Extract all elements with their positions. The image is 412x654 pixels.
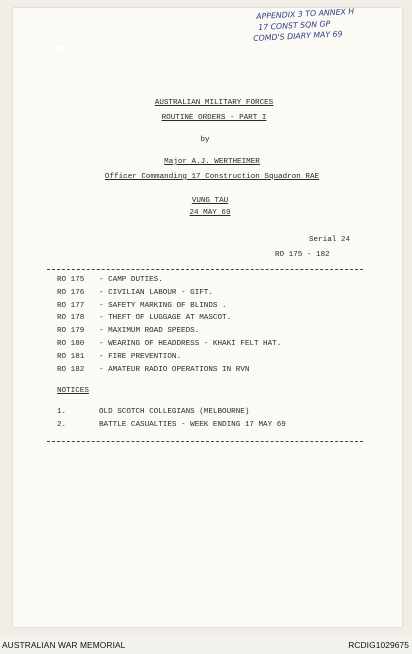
serial-range: RO 175 - 182	[275, 251, 330, 259]
order-text: - AMATEUR RADIO OPERATIONS IN RVN	[99, 365, 250, 374]
officer-name: Major A.J. WERTHEIMER	[164, 158, 260, 166]
order-code: RO 178	[57, 314, 85, 323]
order-code: RO 177	[57, 301, 85, 310]
footer-source: AUSTRALIAN WAR MEMORIAL	[2, 640, 126, 650]
order-code: RO 179	[57, 327, 85, 336]
list-item	[57, 408, 286, 421]
place: VUNG TAU	[191, 197, 229, 205]
notices-heading: NOTICES	[57, 387, 89, 395]
order-text: - THEFT OF LUGGAGE AT MASCOT.	[99, 314, 232, 323]
footer-id: RCDIG1029675	[348, 640, 409, 650]
list-item	[57, 314, 281, 327]
order-code: RO 182	[57, 365, 85, 374]
divider-bottom	[47, 441, 363, 442]
list-item	[57, 276, 281, 289]
list-item	[57, 421, 286, 434]
order-text: - CAMP DUTIES.	[99, 276, 163, 284]
notice-text: OLD SCOTCH COLLEGIANS (MELBOURNE)	[99, 408, 250, 416]
order-text: - WEARING OF HEADDRESS - KHAKI FELT HAT.	[99, 339, 282, 348]
list-item	[57, 340, 281, 353]
list-item	[57, 289, 281, 302]
list-item	[57, 302, 281, 315]
officer-position: Officer Commanding 17 Construction Squadron RAE	[104, 173, 320, 181]
date: 24 MAY 69	[189, 209, 231, 217]
org-heading: AUSTRALIAN MILITARY FORCES	[154, 99, 274, 107]
annotation-line-1: APPENDIX 3 TO ANNEX H	[256, 6, 355, 21]
notice-text: BATTLE CASUALTIES - WEEK ENDING 17 MAY 69	[99, 421, 286, 429]
order-code: RO 180	[57, 339, 85, 348]
punch-hole	[54, 44, 65, 55]
order-text: - CIVILIAN LABOUR - GIFT.	[99, 288, 213, 297]
orders-list	[57, 276, 281, 378]
annotation-line-2: 17 CONST SQN GP	[258, 19, 331, 32]
document-title: ROUTINE ORDERS - PART I	[161, 114, 267, 122]
divider-top	[47, 269, 363, 270]
order-text: - FIRE PREVENTION.	[99, 352, 182, 361]
serial-label: Serial 24	[309, 236, 351, 244]
notices-list	[57, 408, 286, 434]
list-item	[57, 366, 281, 379]
order-code: RO 181	[57, 352, 85, 361]
order-code: RO 175	[57, 276, 85, 284]
notice-number: 1.	[57, 408, 67, 416]
list-item	[57, 327, 281, 340]
by-line: by	[200, 136, 210, 144]
order-text: - SAFETY MARKING OF BLINDS .	[99, 301, 227, 310]
annotation-line-3: COMD'S DIARY MAY 69	[253, 29, 343, 43]
order-code: RO 176	[57, 288, 85, 297]
list-item	[57, 353, 281, 366]
order-text: - MAXIMUM ROAD SPEEDS.	[99, 327, 200, 336]
notice-number: 2.	[57, 421, 67, 429]
